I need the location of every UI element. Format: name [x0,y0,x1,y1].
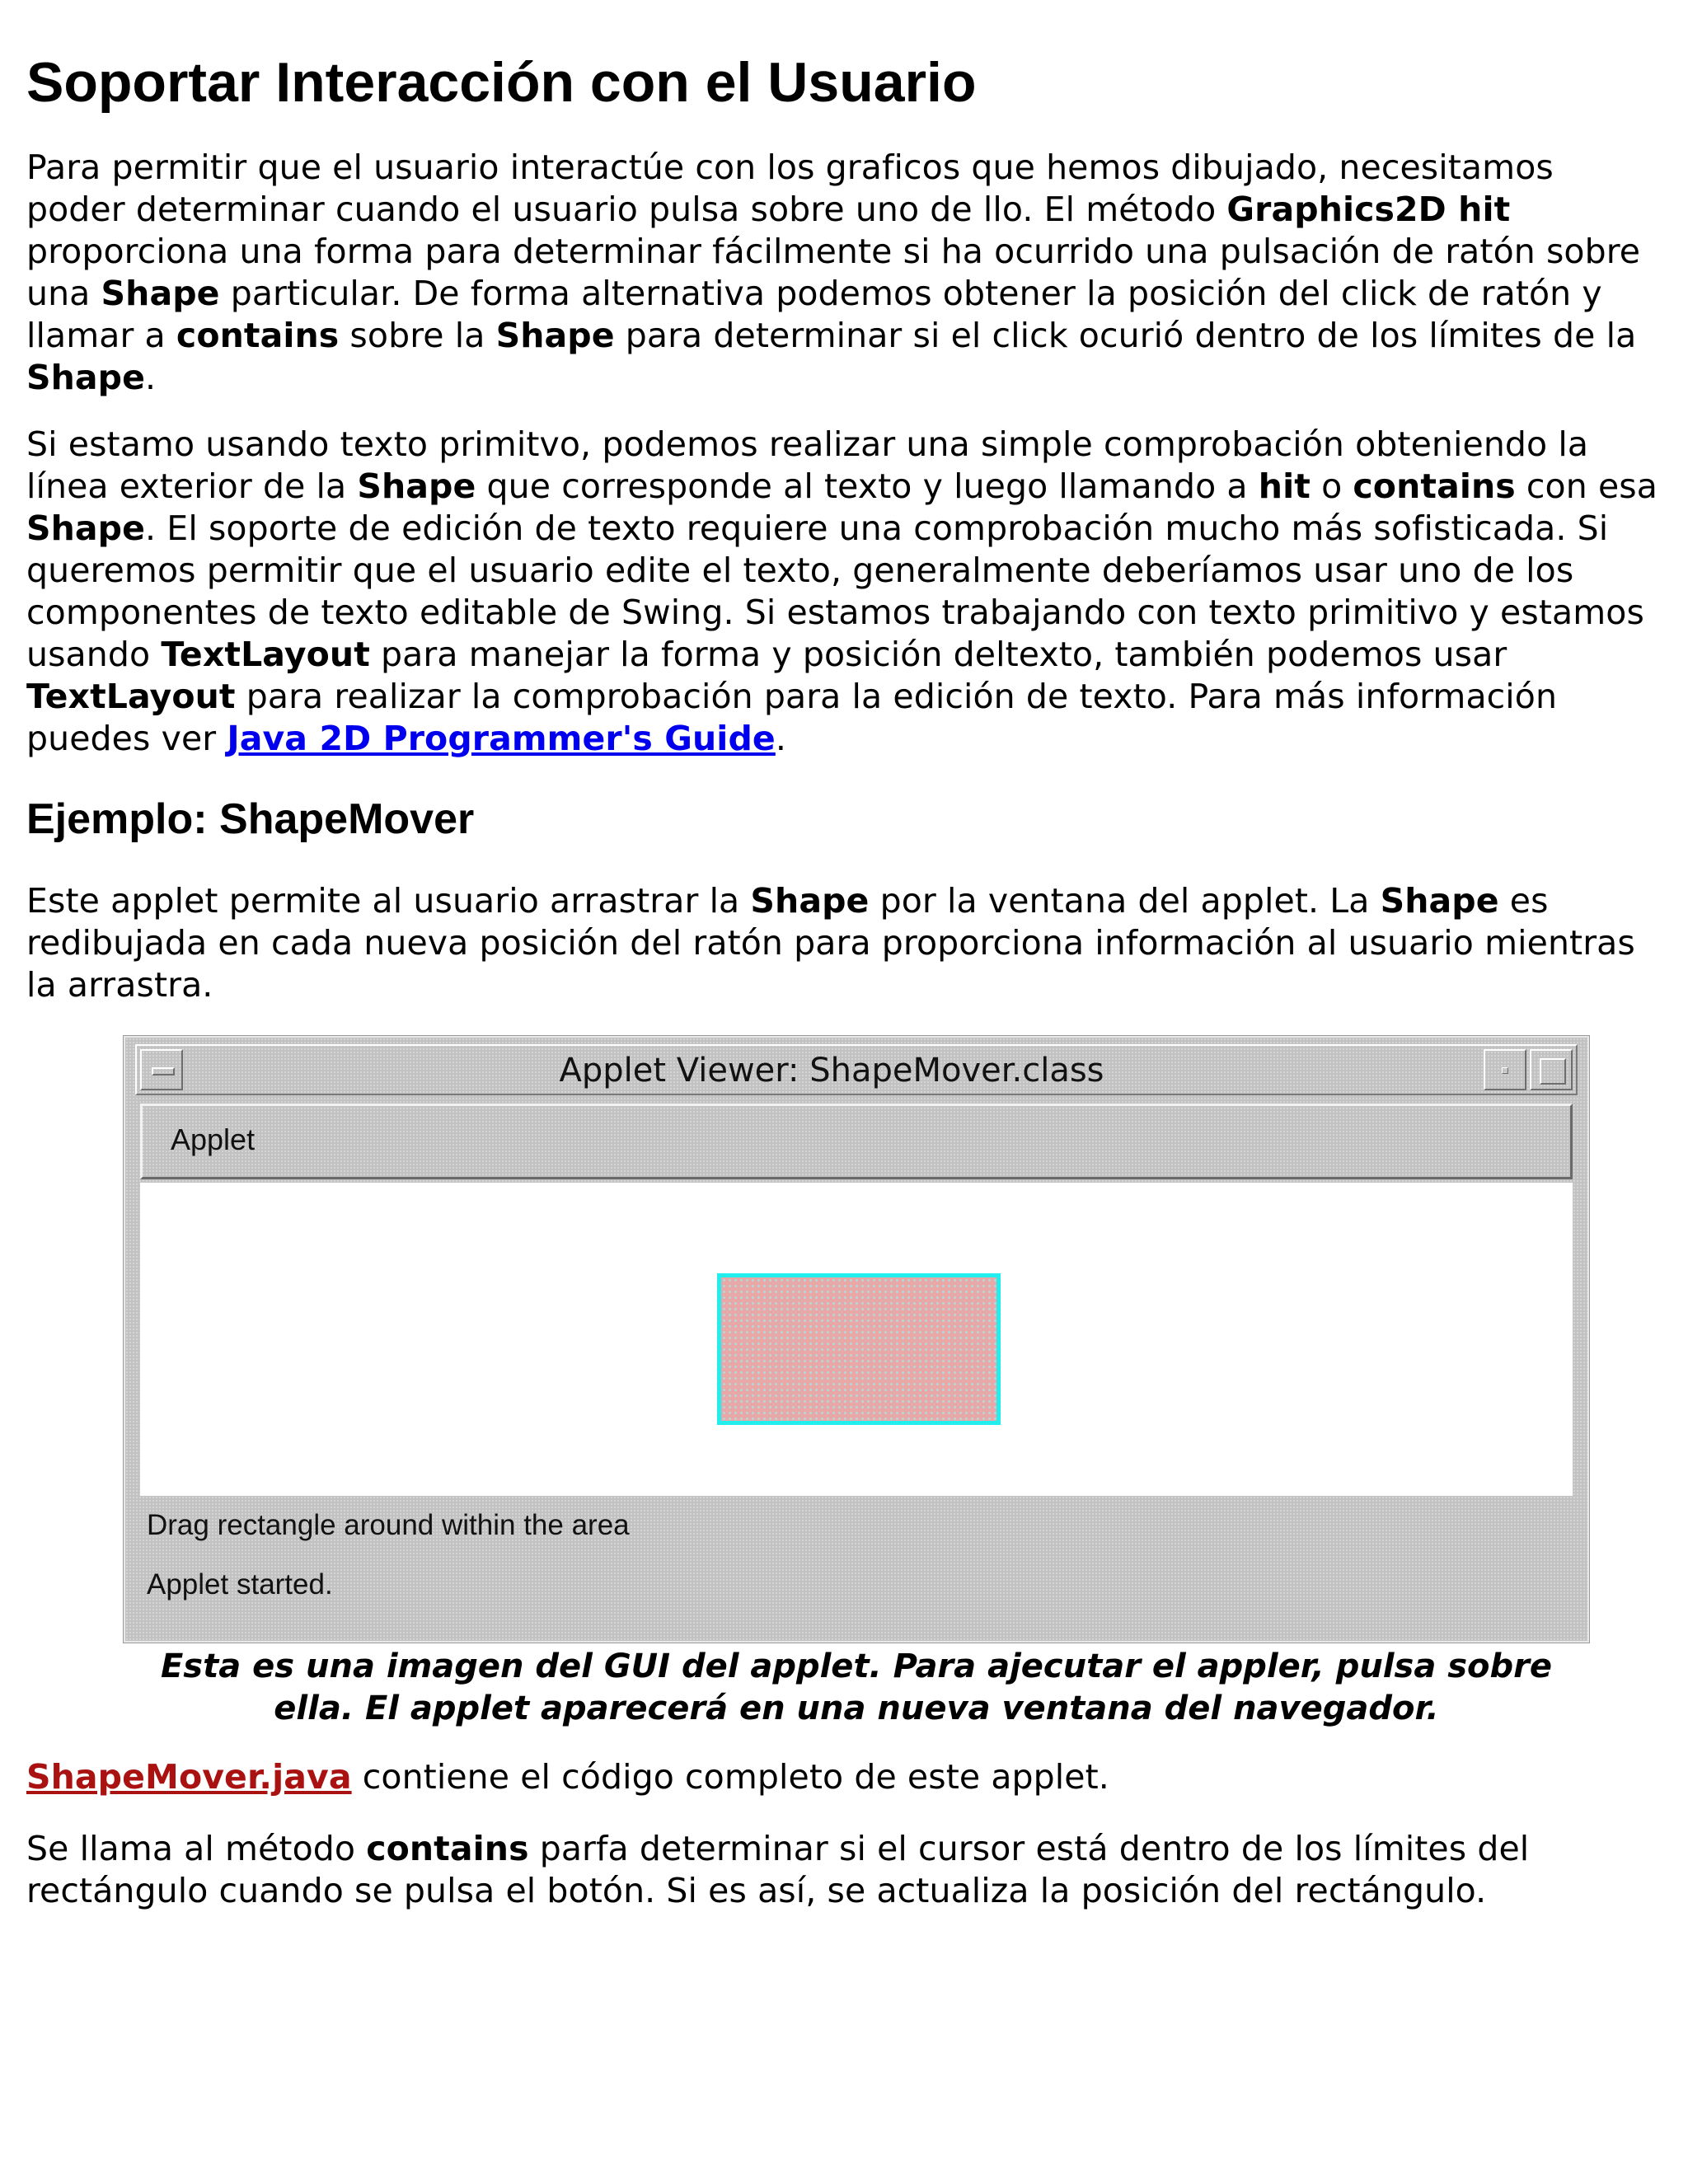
window-menu-icon[interactable] [140,1049,183,1090]
applet-canvas[interactable] [140,1183,1573,1496]
maximize-icon[interactable] [1530,1049,1573,1090]
bold-term: Shape [26,358,146,397]
text-run: Si estamo usando texto primitvo, podemos realizar una simple comprobación obteniendo la línea exterior de la [26,424,1589,506]
text-run: es redibujada en cada nueva posición del ratón para proporciona información al usuario mientras la arrastra. [26,881,1635,1005]
text-run: . El soporte de edición de texto requiere una comprobación mucho más sofisticada. Si queremos permitir que el usuario edite el texto, generalmente deberíamos usar uno de los componentes de texto editable de Swing. Si estamos trabajando con texto primitivo y estamos usando [26,509,1644,674]
text-run: parfa determinar si el cursor está dentro de los límites del rectángulo cuando se pulsa el botón. Si es así, se actualiza la posición del rectángulo. [26,1829,1530,1910]
text-run: Se llama al método [26,1829,367,1868]
text-run: contiene el código completo de este applet. [351,1757,1109,1797]
image-caption: Esta es una imagen del GUI del applet. Para ajecutar el appler, pulsa sobre ella. El applet aparecerá en una nueva ventana del navegador. [160,1647,1553,1727]
text-run: por la ventana del applet. La [869,881,1381,921]
minimize-icon[interactable] [1484,1049,1526,1090]
text-primitive-paragraph [26,424,1662,760]
bold-term: Shape [357,466,476,506]
text-run: proporciona una forma para determinar fácilmente si ha ocurrido una pulsación de ratón sobre una [26,232,1641,313]
bold-term: TextLayout [26,677,236,716]
applet-status-area [140,1496,1573,1629]
text-run: . [775,719,786,758]
text-run: Para permitir que el usuario interactúe con los graficos que hemos dibujado, necesitamos poder determinar cuando el usuario pulsa sobre uno de llo. El método [26,148,1554,229]
status-message: Applet started. [147,1568,333,1601]
bold-term: Shape [101,274,220,313]
applet-menu[interactable]: Applet [171,1122,256,1156]
text-run: para manejar la forma y posición deltexto, también podemos usar [369,635,1507,674]
source-paragraph [26,1756,1662,1798]
page-title: Soportar Interacción con el Usuario [26,51,977,114]
bold-term: contains [1353,466,1516,506]
draggable-rectangle[interactable] [717,1273,1001,1425]
section-title: Ejemplo: ShapeMover [26,795,475,843]
status-instruction: Drag rectangle around within the area [147,1509,630,1541]
bold-term: Shape [495,316,615,355]
intro-paragraph [26,147,1662,399]
text-run: sobre la [339,316,496,355]
document-page [26,0,1662,1912]
bold-term: contains [366,1829,529,1868]
text-run: particular. De forma alternativa podemos obtener la posición del click de ratón y llamar a [26,274,1602,355]
bold-term: Shape [750,881,870,921]
shapemover-source-link[interactable]: ShapeMover.java [26,1757,352,1797]
applet-title-bar [135,1044,1578,1095]
java2d-guide-link[interactable]: Java 2D Programmer's Guide [227,719,776,758]
applet-window-title: Applet Viewer: ShapeMover.class [559,1052,1104,1090]
text-run: para determinar si el click ocurió dentro de los límites de la [614,316,1637,355]
bold-term: hit [1258,466,1311,506]
bold-term: contains [176,316,340,355]
applet-description [26,880,1662,1006]
text-run: . [145,358,157,397]
applet-menu-bar [140,1104,1573,1179]
text-run: que corresponde al texto y luego llamando a [476,466,1259,506]
bold-term: Shape [1380,881,1499,921]
bold-term: Graphics2D hit [1226,190,1511,229]
bold-term: Shape [26,509,146,548]
applet-screenshot[interactable] [124,1036,1589,1643]
text-run: con esa [1515,466,1658,506]
bold-term: TextLayout [161,635,370,674]
text-run: o [1310,466,1353,506]
text-run: para realizar la comprobación para la edición de texto. Para más información puedes ver [26,677,1558,758]
contains-paragraph [26,1828,1662,1912]
text-run: Este applet permite al usuario arrastrar la [26,881,751,921]
